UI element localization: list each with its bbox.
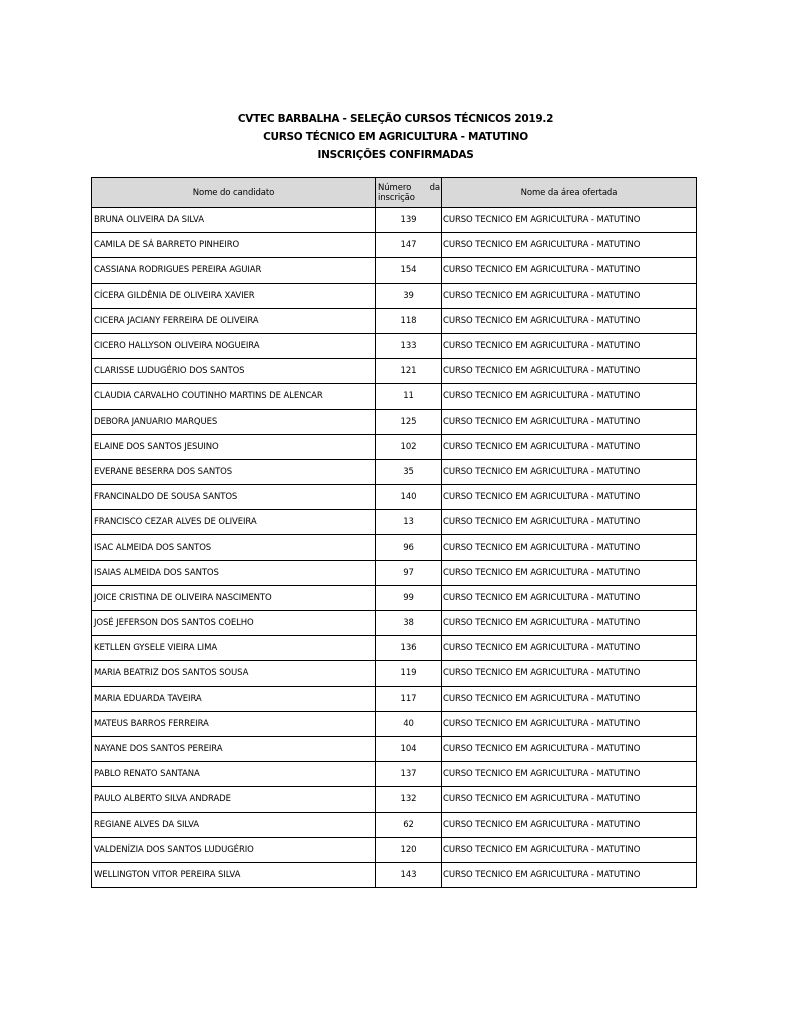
offered-area-cell: CURSO TECNICO EM AGRICULTURA - MATUTINO <box>442 535 697 560</box>
offered-area-cell: CURSO TECNICO EM AGRICULTURA - MATUTINO <box>442 283 697 308</box>
offered-area-cell: CURSO TECNICO EM AGRICULTURA - MATUTINO <box>442 258 697 283</box>
candidate-name-cell: ISAC ALMEIDA DOS SANTOS <box>92 535 376 560</box>
registration-number-cell: 136 <box>376 636 442 661</box>
table-row <box>92 359 697 384</box>
registration-number-cell: 119 <box>376 661 442 686</box>
table-row <box>92 787 697 812</box>
offered-area-cell: CURSO TECNICO EM AGRICULTURA - MATUTINO <box>442 787 697 812</box>
registration-number-cell: 154 <box>376 258 442 283</box>
candidate-name-cell: EVERANE BESERRA DOS SANTOS <box>92 459 376 484</box>
table-row <box>92 510 697 535</box>
offered-area-cell: CURSO TECNICO EM AGRICULTURA - MATUTINO <box>442 333 697 358</box>
candidate-name-cell: JOSÉ JEFERSON DOS SANTOS COELHO <box>92 611 376 636</box>
offered-area-cell: CURSO TECNICO EM AGRICULTURA - MATUTINO <box>442 812 697 837</box>
table-row <box>92 686 697 711</box>
column-header-number <box>376 178 442 208</box>
column-header-number-prep: da <box>429 182 440 193</box>
candidate-name-cell: PAULO ALBERTO SILVA ANDRADE <box>92 787 376 812</box>
candidate-name-cell: CASSIANA RODRIGUES PEREIRA AGUIAR <box>92 258 376 283</box>
candidate-name-cell: JOICE CRISTINA DE OLIVEIRA NASCIMENTO <box>92 585 376 610</box>
column-header-area: Nome da área ofertada <box>442 178 697 208</box>
candidate-name-cell: MATEUS BARROS FERREIRA <box>92 711 376 736</box>
registration-number-cell: 40 <box>376 711 442 736</box>
candidate-name-cell: ELAINE DOS SANTOS JESUINO <box>92 434 376 459</box>
column-header-name: Nome do candidato <box>92 178 376 208</box>
offered-area-cell: CURSO TECNICO EM AGRICULTURA - MATUTINO <box>442 485 697 510</box>
offered-area-cell: CURSO TECNICO EM AGRICULTURA - MATUTINO <box>442 208 697 233</box>
candidate-name-cell: CAMILA DE SÁ BARRETO PINHEIRO <box>92 233 376 258</box>
candidate-name-cell: FRANCISCO CEZAR ALVES DE OLIVEIRA <box>92 510 376 535</box>
registration-number-cell: 104 <box>376 736 442 761</box>
table-row <box>92 862 697 887</box>
offered-area-cell: CURSO TECNICO EM AGRICULTURA - MATUTINO <box>442 762 697 787</box>
candidate-name-cell: WELLINGTON VITOR PEREIRA SILVA <box>92 862 376 887</box>
candidate-name-cell: PABLO RENATO SANTANA <box>92 762 376 787</box>
offered-area-cell: CURSO TECNICO EM AGRICULTURA - MATUTINO <box>442 560 697 585</box>
registration-number-cell: 143 <box>376 862 442 887</box>
registration-number-cell: 97 <box>376 560 442 585</box>
candidate-name-cell: NAYANE DOS SANTOS PEREIRA <box>92 736 376 761</box>
candidate-name-cell: MARIA BEATRIZ DOS SANTOS SOUSA <box>92 661 376 686</box>
registration-number-cell: 62 <box>376 812 442 837</box>
registration-number-cell: 140 <box>376 485 442 510</box>
document-title: CVTEC BARBALHA - SELEÇÃO CURSOS TÉCNICOS 2019.2 <box>237 113 554 125</box>
registration-number-cell: 35 <box>376 459 442 484</box>
registration-number-cell: 99 <box>376 585 442 610</box>
registration-number-cell: 137 <box>376 762 442 787</box>
table-row <box>92 636 697 661</box>
offered-area-cell: CURSO TECNICO EM AGRICULTURA - MATUTINO <box>442 736 697 761</box>
candidate-name-cell: KETLLEN GYSELE VIEIRA LIMA <box>92 636 376 661</box>
registration-number-cell: 96 <box>376 535 442 560</box>
table-header-row <box>92 178 697 208</box>
offered-area-cell: CURSO TECNICO EM AGRICULTURA - MATUTINO <box>442 510 697 535</box>
offered-area-cell: CURSO TECNICO EM AGRICULTURA - MATUTINO <box>442 585 697 610</box>
registration-number-cell: 39 <box>376 283 442 308</box>
registration-number-cell: 118 <box>376 308 442 333</box>
table-row <box>92 459 697 484</box>
offered-area-cell: CURSO TECNICO EM AGRICULTURA - MATUTINO <box>442 837 697 862</box>
offered-area-cell: CURSO TECNICO EM AGRICULTURA - MATUTINO <box>442 359 697 384</box>
offered-area-cell: CURSO TECNICO EM AGRICULTURA - MATUTINO <box>442 711 697 736</box>
table-row <box>92 812 697 837</box>
registration-number-cell: 133 <box>376 333 442 358</box>
candidate-name-cell: BRUNA OLIVEIRA DA SILVA <box>92 208 376 233</box>
table-row <box>92 208 697 233</box>
table-row <box>92 308 697 333</box>
candidate-name-cell: VALDENÍZIA DOS SANTOS LUDUGÉRIO <box>92 837 376 862</box>
offered-area-cell: CURSO TECNICO EM AGRICULTURA - MATUTINO <box>442 862 697 887</box>
offered-area-cell: CURSO TECNICO EM AGRICULTURA - MATUTINO <box>442 434 697 459</box>
offered-area-cell: CURSO TECNICO EM AGRICULTURA - MATUTINO <box>442 636 697 661</box>
candidate-name-cell: CICERA JACIANY FERREIRA DE OLIVEIRA <box>92 308 376 333</box>
candidate-name-cell: DEBORA JANUARIO MARQUES <box>92 409 376 434</box>
offered-area-cell: CURSO TECNICO EM AGRICULTURA - MATUTINO <box>442 409 697 434</box>
table-row <box>92 233 697 258</box>
column-header-number-word: Número <box>378 182 412 193</box>
candidate-name-cell: CLAUDIA CARVALHO COUTINHO MARTINS DE ALENCAR <box>92 384 376 409</box>
column-header-number-word2: inscrição <box>378 192 415 203</box>
table-row <box>92 384 697 409</box>
table-row <box>92 333 697 358</box>
table-row <box>92 409 697 434</box>
table-row <box>92 711 697 736</box>
registration-number-cell: 147 <box>376 233 442 258</box>
document-header <box>0 110 791 164</box>
list-title: INSCRIÇÕES CONFIRMADAS <box>317 149 474 161</box>
offered-area-cell: CURSO TECNICO EM AGRICULTURA - MATUTINO <box>442 686 697 711</box>
registration-number-cell: 13 <box>376 510 442 535</box>
table-row <box>92 585 697 610</box>
candidate-name-cell: CLARISSE LUDUGÉRIO DOS SANTOS <box>92 359 376 384</box>
registration-number-cell: 121 <box>376 359 442 384</box>
candidate-name-cell: CÍCERA GILDÊNIA DE OLIVEIRA XAVIER <box>92 283 376 308</box>
registration-number-cell: 125 <box>376 409 442 434</box>
registration-number-cell: 38 <box>376 611 442 636</box>
table-row <box>92 762 697 787</box>
offered-area-cell: CURSO TECNICO EM AGRICULTURA - MATUTINO <box>442 459 697 484</box>
registration-number-cell: 11 <box>376 384 442 409</box>
table-row <box>92 283 697 308</box>
course-title: CURSO TÉCNICO EM AGRICULTURA - MATUTINO <box>263 131 528 143</box>
table-row <box>92 485 697 510</box>
candidate-name-cell: MARIA EDUARDA TAVEIRA <box>92 686 376 711</box>
registration-number-cell: 102 <box>376 434 442 459</box>
candidate-name-cell: CICERO HALLYSON OLIVEIRA NOGUEIRA <box>92 333 376 358</box>
offered-area-cell: CURSO TECNICO EM AGRICULTURA - MATUTINO <box>442 384 697 409</box>
offered-area-cell: CURSO TECNICO EM AGRICULTURA - MATUTINO <box>442 611 697 636</box>
table-row <box>92 611 697 636</box>
table-row <box>92 535 697 560</box>
table-body <box>92 208 697 888</box>
registration-number-cell: 132 <box>376 787 442 812</box>
table-row <box>92 837 697 862</box>
offered-area-cell: CURSO TECNICO EM AGRICULTURA - MATUTINO <box>442 661 697 686</box>
table-row <box>92 434 697 459</box>
registration-number-cell: 139 <box>376 208 442 233</box>
table-row <box>92 560 697 585</box>
candidate-name-cell: ISAIAS ALMEIDA DOS SANTOS <box>92 560 376 585</box>
registration-number-cell: 117 <box>376 686 442 711</box>
registration-number-cell: 120 <box>376 837 442 862</box>
table-row <box>92 258 697 283</box>
table-row <box>92 736 697 761</box>
candidate-name-cell: FRANCINALDO DE SOUSA SANTOS <box>92 485 376 510</box>
table-row <box>92 661 697 686</box>
candidates-table <box>91 177 697 888</box>
offered-area-cell: CURSO TECNICO EM AGRICULTURA - MATUTINO <box>442 233 697 258</box>
candidate-name-cell: REGIANE ALVES DA SILVA <box>92 812 376 837</box>
offered-area-cell: CURSO TECNICO EM AGRICULTURA - MATUTINO <box>442 308 697 333</box>
